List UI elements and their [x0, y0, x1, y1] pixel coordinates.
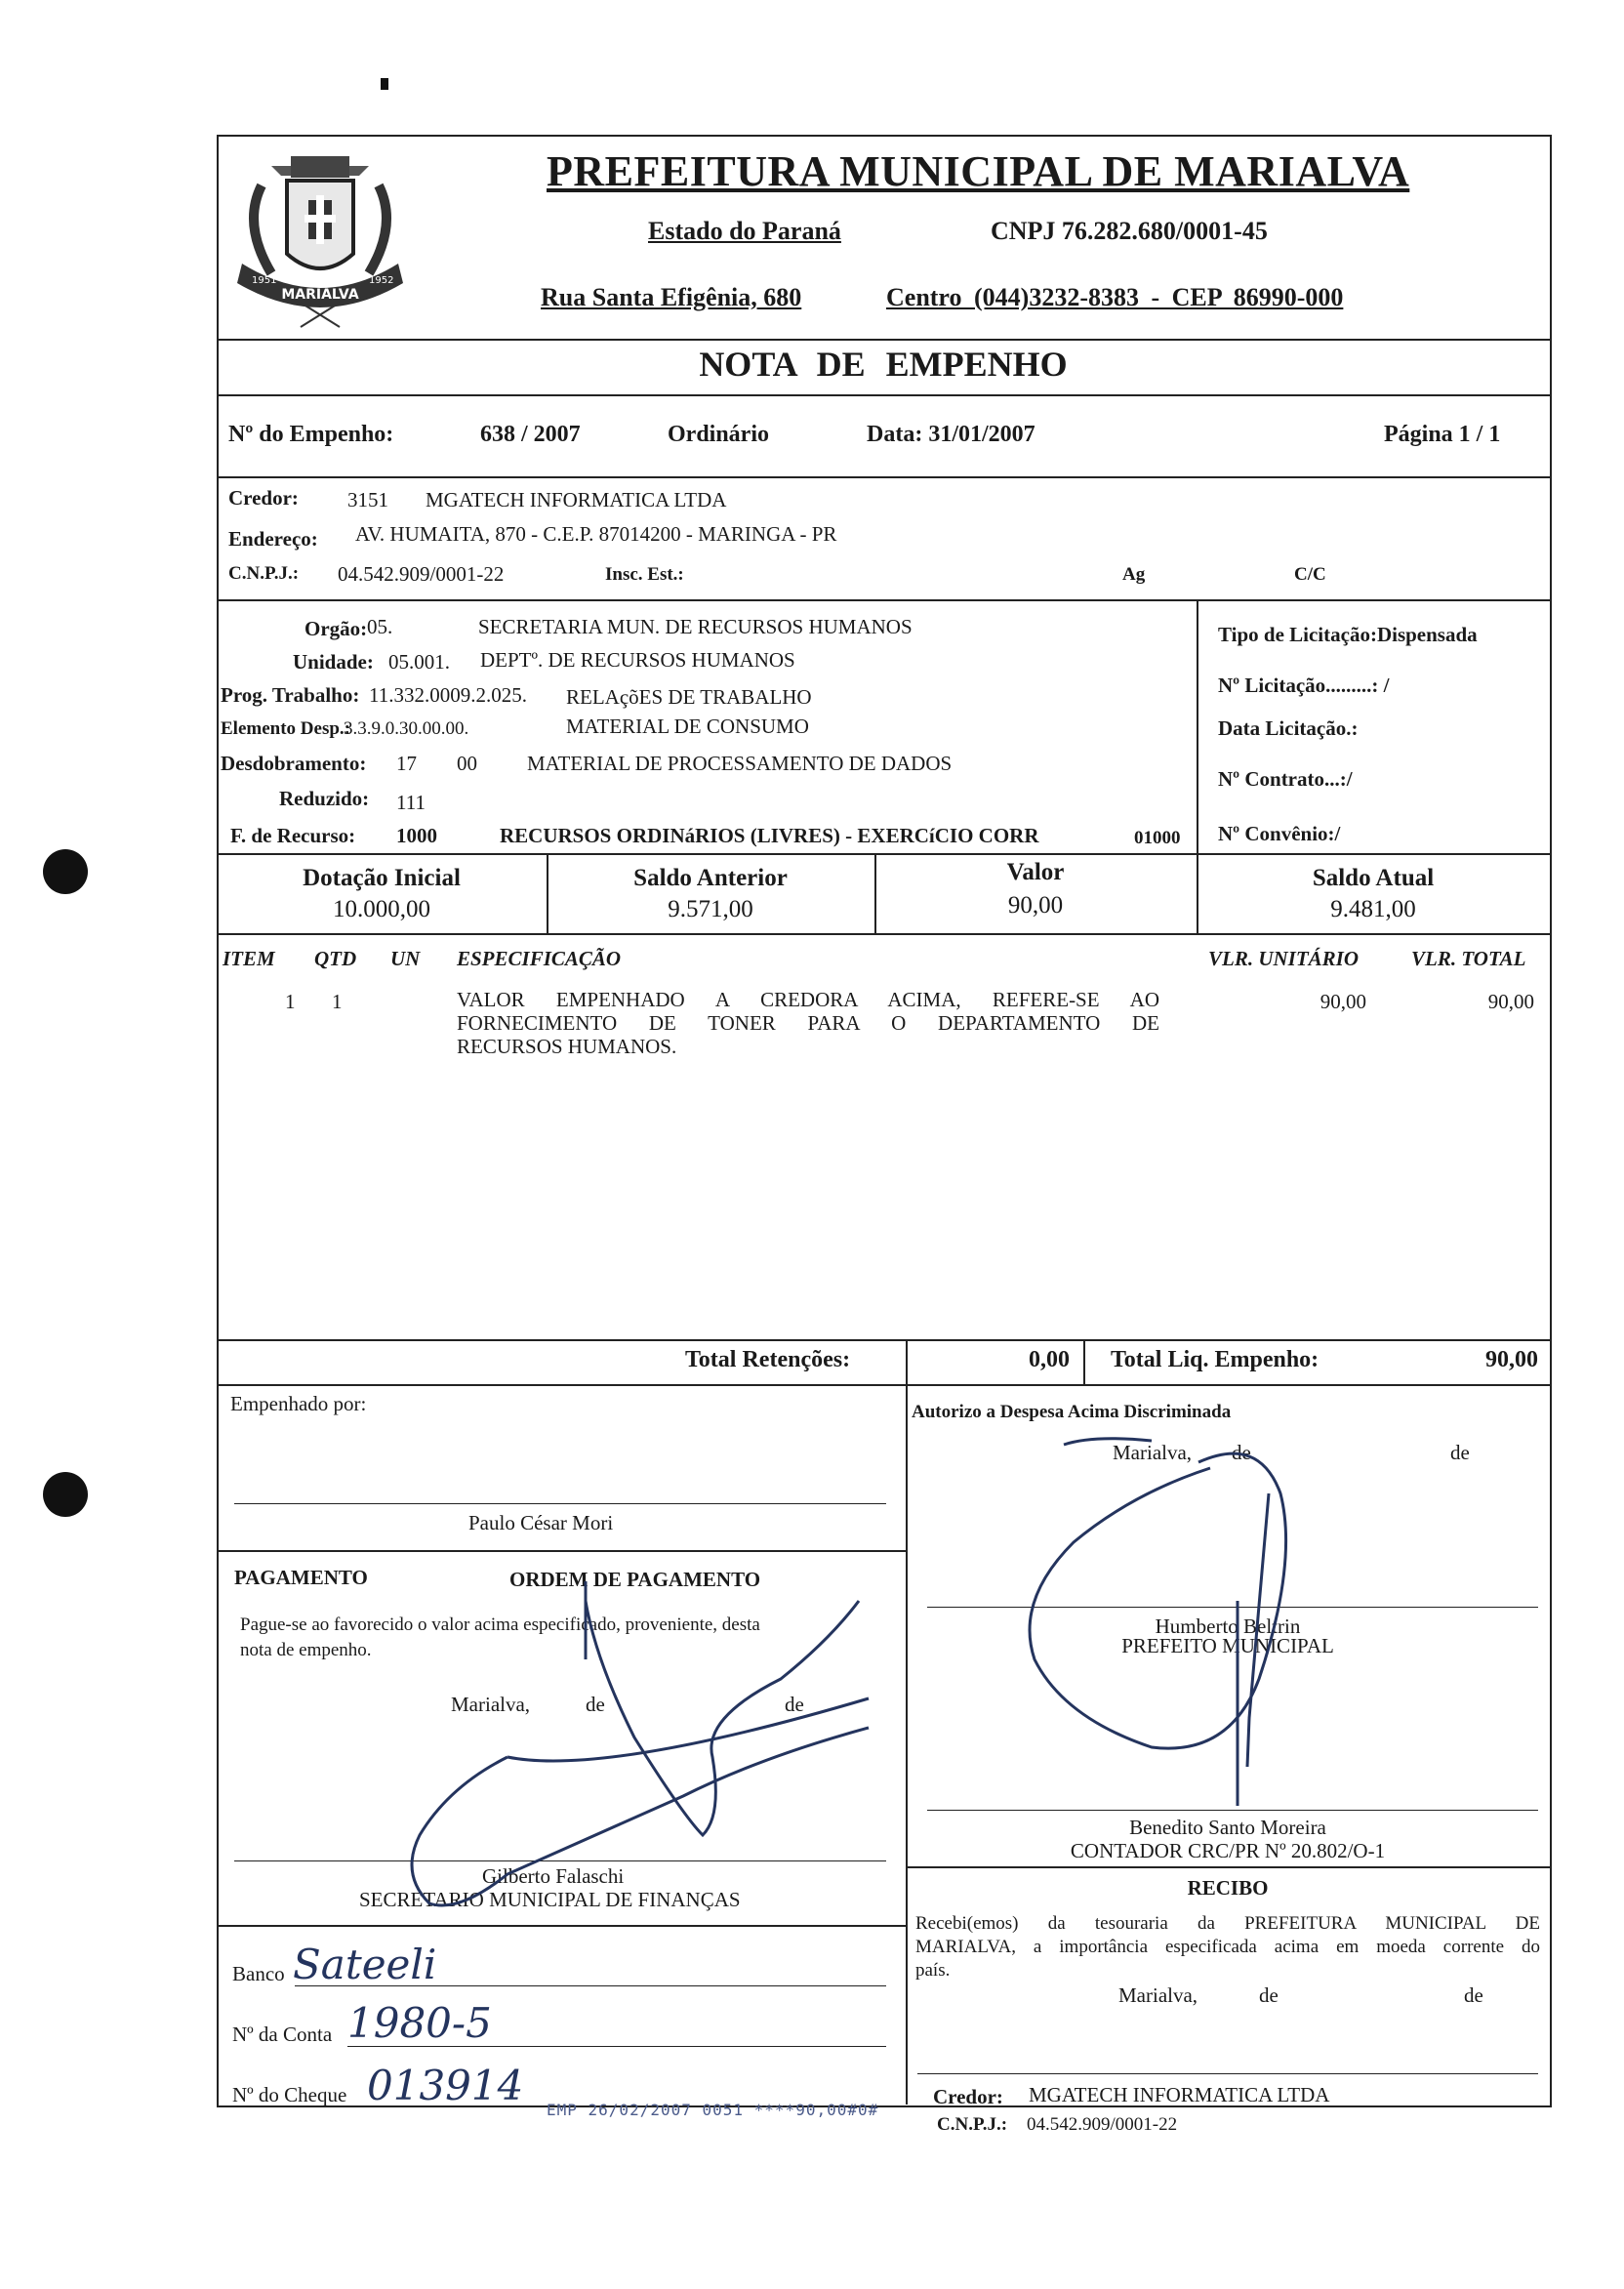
- elemento-name: MATERIAL DE CONSUMO: [566, 715, 809, 738]
- accountant-title: CONTADOR CRC/PR Nº 20.802/O-1: [1070, 1839, 1386, 1862]
- conta-value: 1980-5: [347, 1999, 492, 2047]
- empenhado-name: Paulo César Mori: [468, 1511, 614, 1534]
- desdob-name: MATERIAL DE PROCESSAMENTO DE DADOS: [527, 752, 953, 775]
- credor-name: MGATECH INFORMATICA LTDA: [426, 488, 727, 511]
- cnpj-label: C.N.P.J.:: [228, 563, 300, 584]
- insc-label: Insc. Est.:: [605, 564, 684, 585]
- recibo-de-1: de: [1259, 1983, 1279, 2007]
- pagamento-text-1: Pague-se ao favorecido o valor acima especificado, proveniente, desta: [240, 1615, 760, 1635]
- reduzido-label: Reduzido:: [279, 787, 370, 810]
- row-desc-line1: VALOR EMPENHADO A CREDORA ACIMA, REFERE-SE AO: [457, 988, 1159, 1011]
- cheque-value: 013914: [367, 2062, 524, 2109]
- col-unitario: VLR. UNITÁRIO: [1208, 947, 1360, 970]
- secretary-title: SECRETARIO MUNICIPAL DE FINANÇAS: [359, 1888, 741, 1911]
- doc-title: NOTA DE EMPENHO: [699, 345, 1068, 384]
- autorizo-label: Autorizo a Despesa Acima Discriminada: [912, 1402, 1232, 1422]
- reduzido-value: 111: [396, 791, 426, 814]
- dotacao-label: Dotação Inicial: [303, 865, 461, 891]
- col-total: VLR. TOTAL: [1411, 947, 1526, 970]
- scan-dot: [381, 78, 388, 90]
- address-label: Endereço:: [228, 527, 318, 551]
- cheque-label: Nº do Cheque: [232, 2083, 347, 2106]
- desdob-b: 00: [457, 752, 477, 775]
- autorizo-de-1: de: [1232, 1441, 1251, 1464]
- recibo-credor-label: Credor:: [933, 2085, 1003, 2108]
- empenho-label: Nº do Empenho:: [228, 422, 394, 447]
- recibo-credor-name: MGATECH INFORMATICA LTDA: [1029, 2083, 1330, 2106]
- col-especificacao: ESPECIFICAÇÃO: [457, 947, 622, 970]
- saldo-atual-value: 9.481,00: [1330, 896, 1416, 922]
- empenhado-label: Empenhado por:: [230, 1392, 367, 1415]
- credor-label: Credor:: [228, 486, 299, 510]
- seal-text: MARIALVA: [281, 287, 359, 303]
- dotacao-value: 10.000,00: [333, 896, 430, 922]
- autorizo-de-2: de: [1450, 1441, 1470, 1464]
- col-qtd: QTD: [314, 947, 357, 970]
- unidade-label: Unidade:: [293, 650, 374, 674]
- desdob-label: Desdobramento:: [221, 752, 367, 775]
- licitacao-data: Data Licitação.:: [1218, 716, 1359, 740]
- hole-punch-2: [43, 1472, 88, 1517]
- empenho-kind: Ordinário: [668, 422, 770, 447]
- row-desc-line2: FORNECIMENTO DE TONER PARA O DEPARTAMENTO DE: [457, 1011, 1159, 1035]
- licitacao-tipo: Tipo de Licitação:Dispensada: [1218, 623, 1478, 646]
- svg-text:1952: 1952: [369, 275, 394, 286]
- row-unit-value: 90,00: [1320, 990, 1366, 1013]
- licitacao-numero: Nº Licitação.........: /: [1218, 674, 1390, 697]
- credor-cnpj: 04.542.909/0001-22: [338, 562, 505, 586]
- valor-label: Valor: [1006, 859, 1065, 885]
- prog-name: RELAçõES DE TRABALHO: [566, 685, 812, 709]
- banco-value: Sateeli: [293, 1941, 437, 1988]
- recibo-cnpj: 04.542.909/0001-22: [1027, 2114, 1178, 2135]
- header-street: Rua Santa Efigênia, 680: [541, 283, 802, 311]
- recibo-text-2: MARIALVA, a importância especificada acima em moeda corrente do: [915, 1937, 1540, 1957]
- header-cnpj: CNPJ 76.282.680/0001-45: [991, 217, 1268, 245]
- total-liq-label: Total Liq. Empenho:: [1111, 1347, 1320, 1372]
- row-qtd: 1: [332, 990, 343, 1013]
- orgao-name: SECRETARIA MUN. DE RECURSOS HUMANOS: [478, 615, 913, 638]
- saldo-atual-label: Saldo Atual: [1312, 865, 1435, 891]
- desdob-a: 17: [396, 752, 417, 775]
- col-item: ITEM: [223, 947, 275, 970]
- total-retencoes-value: 0,00: [1029, 1347, 1070, 1372]
- elemento-code: 3.3.9.0.30.00.00.: [344, 718, 469, 739]
- pagamento-de-2: de: [785, 1693, 804, 1716]
- ag-label: Ag: [1122, 564, 1146, 585]
- mayor-title: PREFEITO MUNICIPAL: [1121, 1634, 1334, 1657]
- licitacao-convenio: Nº Convênio:/: [1218, 822, 1341, 845]
- unidade-code: 05.001.: [388, 650, 450, 674]
- recibo-text-1: Recebi(emos) da tesouraria da PREFEITURA MUNICIPAL DE: [915, 1913, 1540, 1934]
- recurso-ref: 01000: [1134, 828, 1181, 848]
- cc-label: C/C: [1294, 564, 1326, 585]
- col-un: UN: [390, 947, 421, 970]
- pagamento-label: PAGAMENTO: [234, 1566, 368, 1589]
- header-address: Centro (044)3232-8383 - CEP 86990-000: [886, 283, 1344, 311]
- total-liq-value: 90,00: [1485, 1347, 1538, 1372]
- autorizo-city: Marialva,: [1113, 1441, 1193, 1464]
- empenho-number: 638 / 2007: [480, 422, 581, 447]
- credor-code: 3151: [347, 488, 388, 511]
- orgao-label: Orgão:: [304, 617, 368, 640]
- recibo-text-3: país.: [915, 1960, 951, 1981]
- footer-stamp: EMP 26/02/2007 0051 ****90,00#0#: [547, 2101, 879, 2119]
- prog-code: 11.332.0009.2.025.: [369, 683, 527, 707]
- page-title: PREFEITURA MUNICIPAL DE MARIALVA: [547, 147, 1410, 195]
- pagamento-text-2: nota de empenho.: [240, 1640, 372, 1660]
- banco-label: Banco: [232, 1962, 285, 1985]
- prog-label: Prog. Trabalho:: [221, 683, 360, 707]
- row-item: 1: [285, 990, 296, 1013]
- saldo-anterior-label: Saldo Anterior: [633, 865, 788, 891]
- orgao-code: 05.: [367, 615, 393, 638]
- total-retencoes-label: Total Retenções:: [685, 1347, 851, 1372]
- hole-punch-1: [43, 849, 88, 894]
- state-name: Estado do Paraná: [648, 217, 841, 245]
- secretary-name: Gilberto Falaschi: [482, 1864, 625, 1888]
- recurso-code: 1000: [396, 824, 437, 847]
- elemento-label: Elemento Desp.:: [221, 718, 350, 739]
- row-desc-line3: RECURSOS HUMANOS.: [457, 1035, 677, 1058]
- credor-address: AV. HUMAITA, 870 - C.E.P. 87014200 - MARINGA - PR: [355, 522, 837, 546]
- saldo-anterior-value: 9.571,00: [668, 896, 753, 922]
- pagamento-city: Marialva,: [451, 1693, 531, 1716]
- valor-value: 90,00: [1007, 892, 1064, 919]
- licitacao-contrato: Nº Contrato...:/: [1218, 767, 1353, 791]
- row-total-value: 90,00: [1487, 990, 1534, 1013]
- empenho-date: Data: 31/01/2007: [867, 422, 1035, 447]
- recibo-de-2: de: [1464, 1983, 1483, 2007]
- recurso-label: F. de Recurso:: [230, 824, 356, 847]
- recibo-cnpj-label: C.N.P.J.:: [937, 2114, 1008, 2135]
- conta-label: Nº da Conta: [232, 2023, 333, 2046]
- svg-text:1951: 1951: [252, 275, 277, 286]
- recibo-city: Marialva,: [1118, 1983, 1198, 2007]
- ordem-pagamento-label: ORDEM DE PAGAMENTO: [509, 1568, 761, 1591]
- unidade-name: DEPTº. DE RECURSOS HUMANOS: [480, 648, 795, 672]
- page-number: Página 1 / 1: [1384, 422, 1501, 447]
- pagamento-de-1: de: [586, 1693, 605, 1716]
- recibo-title: RECIBO: [1187, 1876, 1269, 1900]
- accountant-name: Benedito Santo Moreira: [1129, 1816, 1326, 1839]
- mayor-name: Humberto Beltrin: [1155, 1615, 1301, 1638]
- recurso-name: RECURSOS ORDINáRIOS (LIVRES) - EXERCíCIO CORR: [500, 824, 1039, 847]
